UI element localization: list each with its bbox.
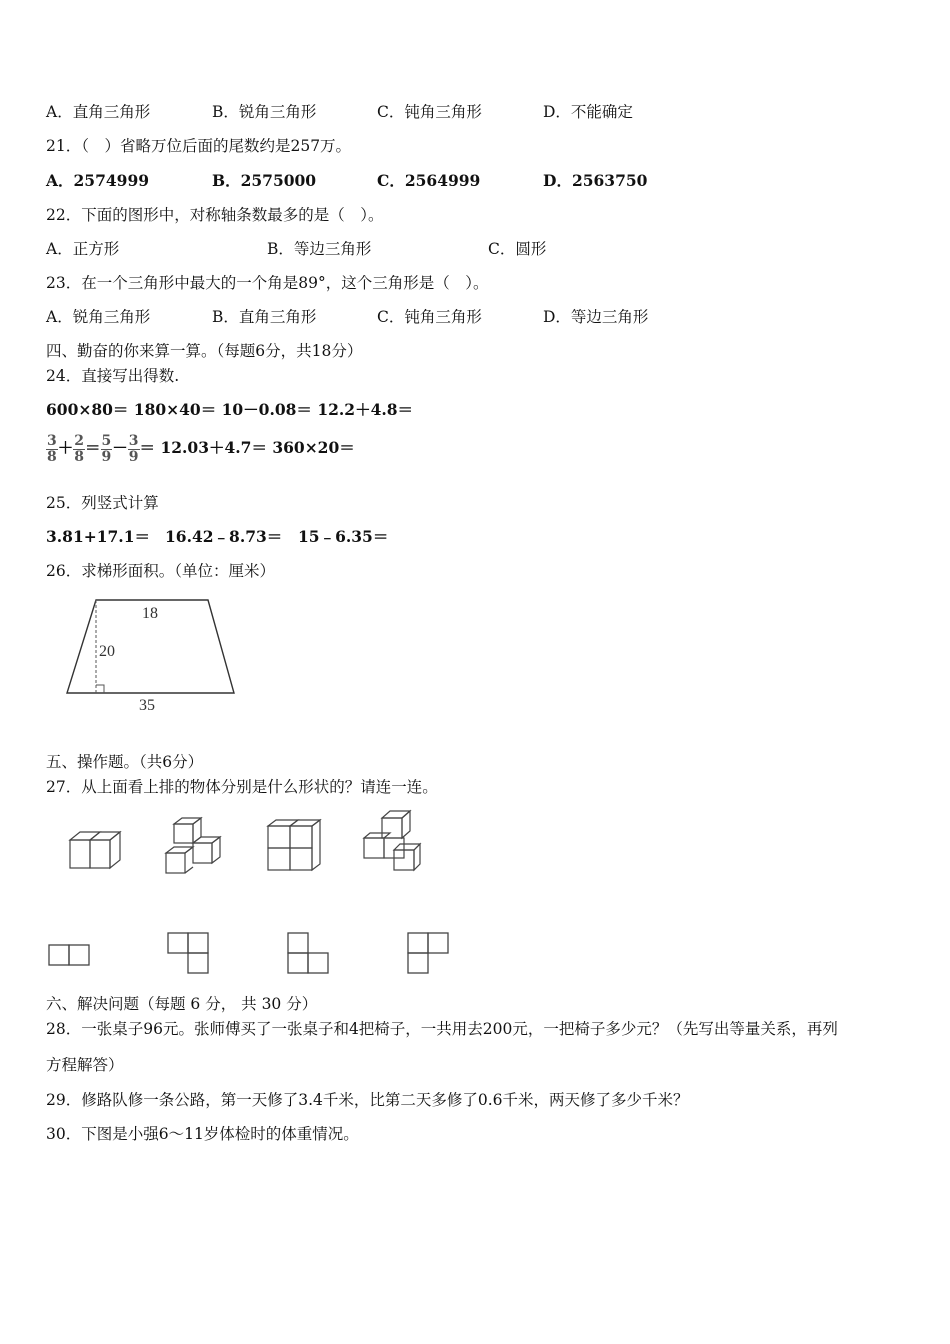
trapezoid-figure — [60, 592, 245, 714]
section-6-heading: 六、解决问题（每题 6 分， 共 30 分） — [46, 995, 318, 1013]
q30-question: 30．下图是小强6～11岁体检时的体重情况。 — [46, 1125, 359, 1143]
section-4-heading: 四、勤奋的你来算一算。（每题6分，共18分） — [46, 342, 363, 360]
q20-option-d: D．不能确定 — [543, 103, 633, 121]
q27-question: 27．从上面看上排的物体分别是什么形状的？请连一连。 — [46, 778, 438, 796]
top-view-3 — [284, 930, 332, 976]
q26-question: 26．求梯形面积。（单位：厘米） — [46, 562, 275, 580]
q20-option-a: A．直角三角形 — [46, 103, 151, 121]
q28-question-line-2: 方程解答） — [46, 1056, 124, 1074]
q23-option-a: A．锐角三角形 — [46, 308, 151, 326]
q23-option-c: C．钝角三角形 — [377, 308, 482, 326]
cube-object-1 — [62, 826, 127, 874]
section-5-heading: 五、操作题。（共6分） — [46, 753, 204, 771]
q21-option-a: A．2574999 — [46, 171, 150, 190]
q24-line-1: 600×80＝ 180×40＝ 10－0.08＝ 12.2＋4.8＝ — [46, 400, 414, 419]
trapezoid-height-label: 20 — [99, 643, 115, 660]
q25-item-1: 3.81+17.1＝ — [46, 527, 150, 546]
top-view-2 — [164, 930, 212, 976]
q21-question: 21．（ ）省略万位后面的尾数约是257万。 — [46, 137, 352, 155]
trapezoid-bottom-label: 35 — [139, 697, 155, 714]
q22-option-c: C．圆形 — [488, 240, 547, 258]
q22-question: 22．下面的图形中，对称轴条数最多的是（ ）。 — [46, 206, 384, 224]
fraction-2-8: $\frac{2}{8}$ — [74, 432, 85, 465]
q21-option-d: D．2563750 — [543, 171, 648, 190]
top-view-4 — [404, 930, 452, 976]
q24-question: 24．直接写出得数. — [46, 367, 180, 385]
fraction-3-9: $\frac{3}{9}$ — [128, 432, 139, 465]
q28-question-line-1: 28．一张桌子96元。张师傅买了一张桌子和4把椅子，一共用去200元，一把椅子多少元？（先写出等量关系，再列 — [46, 1020, 838, 1038]
q25-item-3: 15﹣6.35＝ — [298, 527, 389, 546]
q23-option-d: D．等边三角形 — [543, 308, 649, 326]
q25-item-2: 16.42﹣8.73＝ — [165, 527, 283, 546]
top-view-1 — [46, 940, 92, 970]
cube-object-3 — [260, 814, 326, 876]
fraction-5-9: $\frac{5}{9}$ — [101, 432, 112, 465]
q22-option-a: A．正方形 — [46, 240, 120, 258]
q22-option-b: B．等边三角形 — [267, 240, 372, 258]
fraction-3-8: $\frac{3}{8}$ — [47, 432, 57, 465]
q24-line-2: $\frac{3}{8}$ ＋ $\frac{2}{8}$ ＝ $\frac{5}{9}$ － $\frac{3}{9}$ ＝ 12.03＋4.7＝ 360×20＝ — [47, 432, 355, 465]
q23-option-b: B．直角三角形 — [212, 308, 317, 326]
q20-option-b: B．锐角三角形 — [212, 103, 317, 121]
q21-option-b: B．2575000 — [212, 171, 317, 190]
q29-question: 29．修路队修一条公路，第一天修了3.4千米，比第二天多修了0.6千米，两天修了多少千米？ — [46, 1091, 689, 1109]
q25-question: 25．列竖式计算 — [46, 494, 159, 512]
trapezoid-top-label: 18 — [142, 605, 158, 622]
q20-option-c: C．钝角三角形 — [377, 103, 482, 121]
q21-option-c: C．2564999 — [377, 171, 481, 190]
cube-object-4 — [356, 806, 426, 876]
q23-question: 23．在一个三角形中最大的一个角是89°，这个三角形是（ ）。 — [46, 274, 489, 292]
cube-object-2 — [160, 814, 228, 876]
